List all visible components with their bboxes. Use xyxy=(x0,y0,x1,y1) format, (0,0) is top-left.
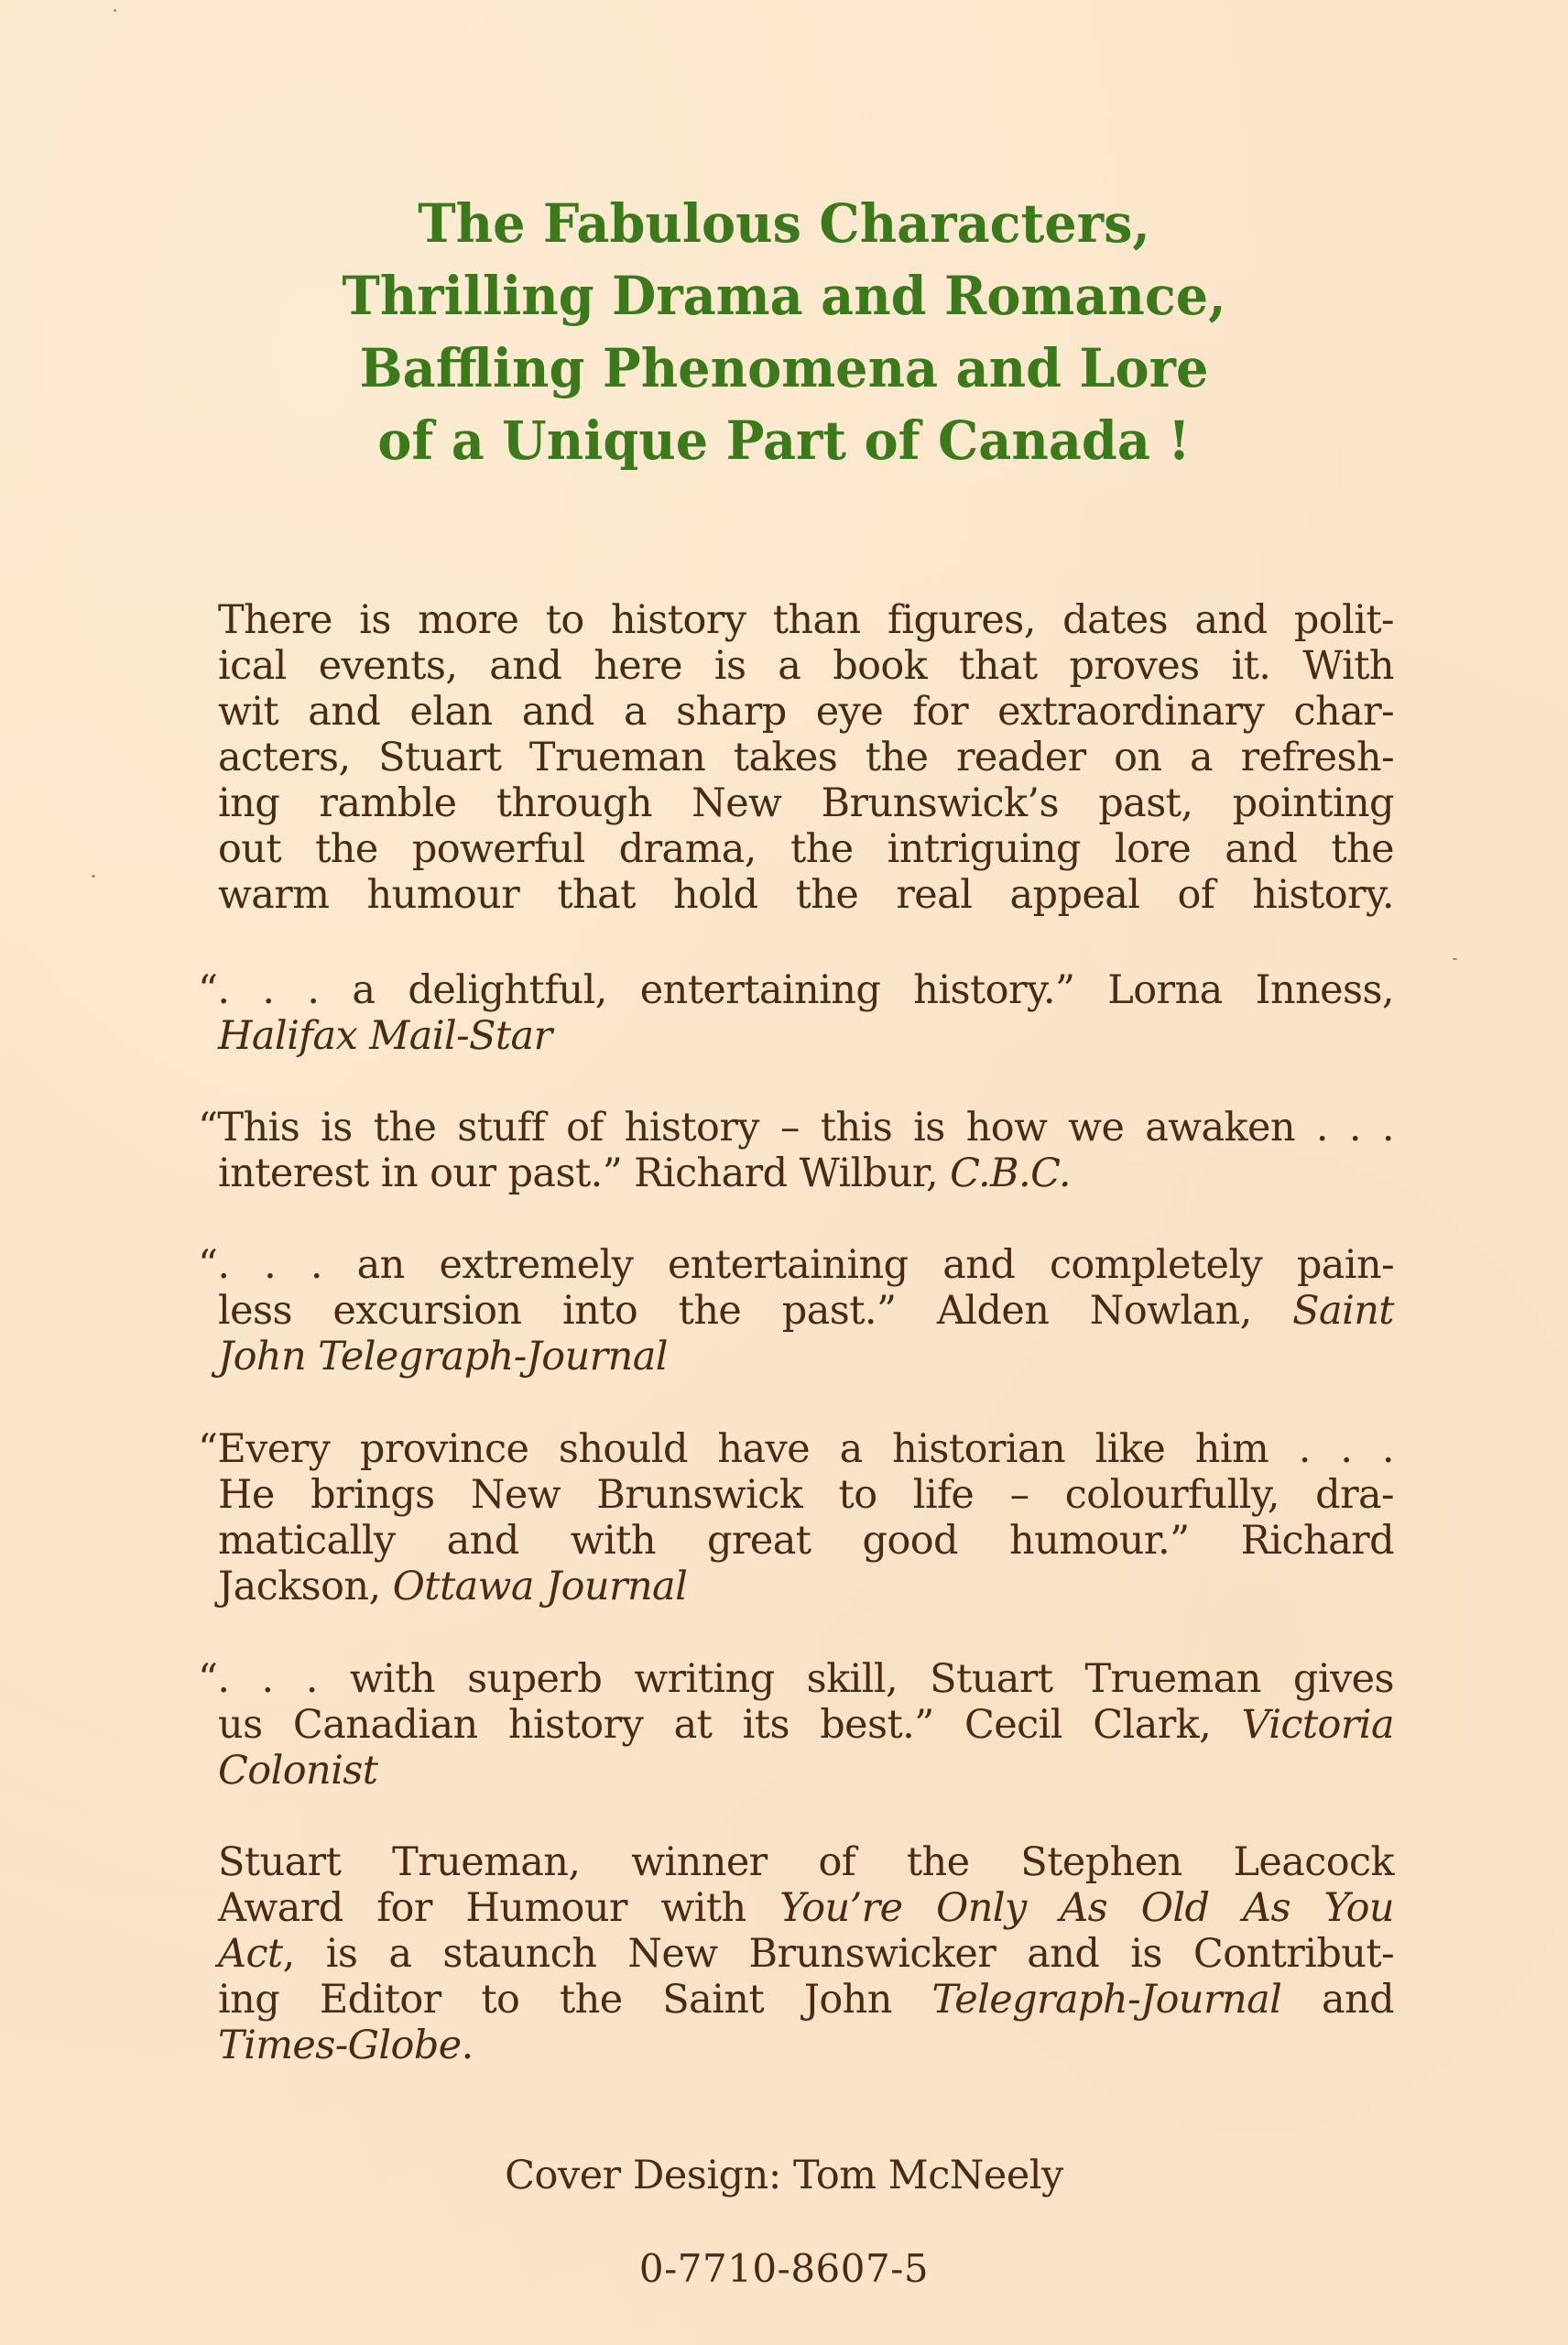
bio-text: , is a staunch New Brunswicker and is Contribut- xyxy=(282,1931,1394,1977)
quote-text: Jackson, xyxy=(218,1564,393,1609)
publication-name: Ottawa Journal xyxy=(392,1564,688,1609)
paper-speck xyxy=(114,9,116,12)
quote-text: “. . . an extremely entertaining and completely pain- xyxy=(198,1242,1394,1288)
publication-name: Saint xyxy=(1292,1288,1394,1334)
paper-speck xyxy=(92,875,95,878)
publication-name: C.B.C. xyxy=(950,1151,1071,1196)
headline-line: of a Unique Part of Canada ! xyxy=(377,409,1191,472)
intro-line: warm humour that hold the real appeal of history. xyxy=(218,872,1394,918)
quote-text: matically and with great good humour.” Richard xyxy=(218,1518,1394,1564)
headline-line: Thrilling Drama and Romance, xyxy=(342,265,1226,327)
quote-text: “. . . with superb writing skill, Stuart Trueman gives xyxy=(198,1656,1394,1702)
publication-name: John Telegraph-Journal xyxy=(218,1334,668,1380)
intro-line: ing ramble through New Brunswick’s past, pointing xyxy=(218,780,1394,826)
headline xyxy=(31,188,1537,477)
headline-line: Baffling Phenomena and Lore xyxy=(359,337,1209,399)
bio-line xyxy=(218,2023,1394,2068)
publication-name: Colonist xyxy=(218,1748,378,1794)
publication-name: Halifax Mail-Star xyxy=(218,1013,552,1059)
book-title: You’re Only As Old As You xyxy=(779,1885,1394,1931)
review-quote-2 xyxy=(198,1105,1394,1196)
bio-line xyxy=(218,1885,1394,1931)
quote-attribution xyxy=(218,1564,1394,1609)
quote-source xyxy=(218,1013,1394,1059)
quote-text: “This is the stuff of history – this is how we awaken . . . xyxy=(198,1105,1394,1151)
bio-text: and xyxy=(1281,1977,1394,2023)
bio-text: Award for Humour with xyxy=(218,1885,780,1931)
quote-text: us Canadian history at its best.” Cecil Clark, xyxy=(218,1702,1242,1748)
author-bio xyxy=(218,1839,1394,2068)
intro-line: ical events, and here is a book that proves it. With xyxy=(218,643,1394,689)
quote-attribution xyxy=(218,1702,1394,1748)
quote-attribution xyxy=(218,1288,1394,1334)
intro-line: There is more to history than figures, dates and polit- xyxy=(218,597,1394,643)
intro-line: wit and elan and a sharp eye for extraordinary char- xyxy=(218,689,1394,735)
bio-text: ing Editor to the Saint John xyxy=(218,1977,932,2023)
publication-name: Victoria xyxy=(1241,1702,1394,1748)
quote-text: He brings New Brunswick to life – colourfully, dra- xyxy=(218,1472,1394,1518)
review-quote-3 xyxy=(198,1242,1394,1380)
bio-text: . xyxy=(461,2023,474,2068)
review-quote-1 xyxy=(198,967,1394,1059)
quote-source xyxy=(218,1334,1394,1380)
quote-text: “Every province should have a historian like him . . . xyxy=(198,1426,1394,1472)
headline-line: The Fabulous Characters, xyxy=(418,192,1150,255)
cover-design-credit: Cover Design: Tom McNeely xyxy=(505,2153,1063,2198)
intro-paragraph xyxy=(218,597,1394,918)
quote-attribution xyxy=(218,1151,1394,1196)
quote-text: less excursion into the past.” Alden Nowlan, xyxy=(218,1288,1293,1334)
isbn-number: 0-7710-8607-5 xyxy=(638,2246,930,2291)
bio-line xyxy=(218,1977,1394,2023)
review-quote-5 xyxy=(198,1656,1394,1794)
intro-line: out the powerful drama, the intriguing lore and the xyxy=(218,826,1394,872)
bio-line: Stuart Trueman, winner of the Stephen Leacock xyxy=(218,1839,1394,1885)
bio-line xyxy=(218,1931,1394,1977)
paper-speck xyxy=(1453,958,1457,960)
publication-name: Times-Globe xyxy=(218,2023,462,2068)
intro-line: acters, Stuart Trueman takes the reader on a refresh- xyxy=(218,735,1394,780)
book-title: Act xyxy=(218,1931,283,1977)
quote-text: interest in our past.” Richard Wilbur, xyxy=(218,1151,951,1196)
review-quote-4 xyxy=(198,1426,1394,1609)
quote-text: “. . . a delightful, entertaining history.” Lorna Inness, xyxy=(198,967,1394,1013)
quote-source xyxy=(218,1748,1394,1794)
publication-name: Telegraph-Journal xyxy=(931,1977,1282,2023)
